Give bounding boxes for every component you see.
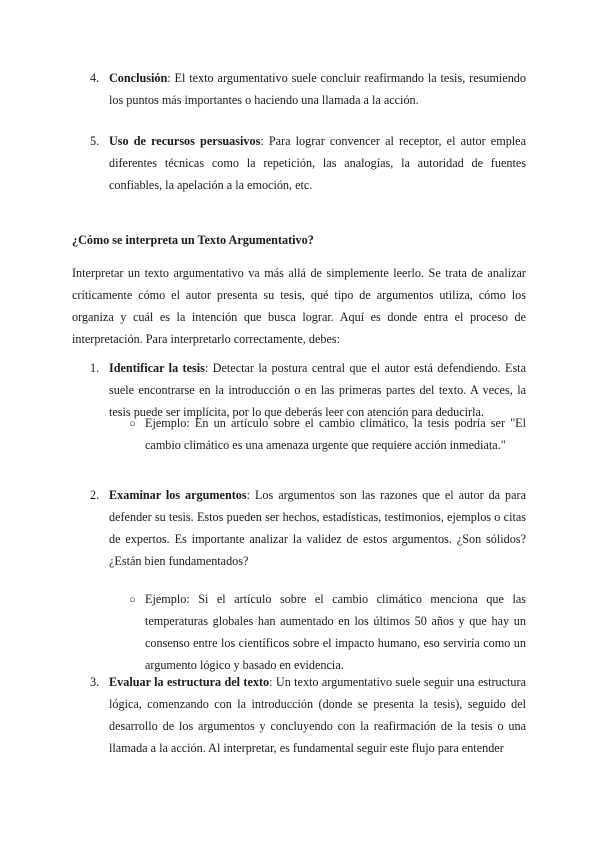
list-item-examine-arguments	[109, 484, 526, 572]
section-heading: ¿Cómo se interpreta un Texto Argumentativo?	[72, 233, 314, 247]
bullet-circle-icon: ○	[129, 418, 136, 430]
list-item-text: : Los argumentos son las razones que el autor da para defender su tesis. Estos pueden ser hechos, estadísticas, testimonios, ejemplos o citas de expertos. Es importante analizar la validez de estos argumentos. ¿Son sólidos? ¿Están bien fundamentados?	[109, 488, 526, 568]
list-item-term: Identificar la tesis	[109, 361, 205, 375]
list-number: 1.	[90, 361, 100, 375]
list-item-text: : El texto argumentativo suele concluir reafirmando la tesis, resumiendo los puntos más importantes o haciendo una llamada a la acción.	[109, 71, 526, 107]
example-arguments: Ejemplo: Si el artículo sobre el cambio climático menciona que las temperaturas globales han aumentado en los últimos 50 años y que hay un consenso entre los científicos sobre el impacto humano, eso serviría como un argumento lógico y basado en evidencia.	[145, 592, 526, 672]
list-item-persuasive-resources	[109, 130, 526, 196]
list-number: 4.	[90, 71, 100, 85]
list-number: 3.	[90, 675, 100, 689]
list-number: 2.	[90, 488, 100, 502]
list-item-evaluate-structure	[109, 671, 526, 759]
list-item-text: : Para lograr convencer al receptor, el autor emplea diferentes técnicas como la repetición, las analogías, la autoridad de fuentes confiables, la apelación a la emoción, etc.	[109, 134, 526, 192]
list-item-text: : Detectar la postura central que el autor está defendiendo. Esta suele encontrarse en la introducción o en las primeras partes del texto. A veces, la tesis puede ser implícita, por lo que deberás leer con atención para deducirla.	[109, 361, 526, 419]
list-number: 5.	[90, 134, 100, 148]
list-item-term: Examinar los argumentos	[109, 488, 247, 502]
list-item-text: : Un texto argumentativo suele seguir una estructura lógica, comenzando con la introducción (donde se presenta la tesis), seguido del desarrollo de los argumentos y concluyendo con la reafirmación de la tesis o una llamada a la acción. Al interpretar, es fundamental seguir este flujo para entender	[109, 675, 526, 755]
intro-paragraph: Interpretar un texto argumentativo va más allá de simplemente leerlo. Se trata de analizar críticamente cómo el autor presenta su tesis, qué tipo de argumentos utiliza, cómo los organiza y cuál es la intención que busca lograr. Aquí es donde entra el proceso de interpretación. Para interpretarlo correctamente, debes:	[72, 266, 526, 346]
example-thesis: Ejemplo: En un artículo sobre el cambio climático, la tesis podría ser "El cambio climático es una amenaza urgente que requiere acción inmediata."	[145, 416, 526, 452]
list-item-conclusion	[109, 67, 526, 111]
list-item-term: Evaluar la estructura del texto	[109, 675, 270, 689]
list-item-term: Uso de recursos persuasivos	[109, 134, 261, 148]
bullet-circle-icon: ○	[129, 594, 136, 606]
list-item-term: Conclusión	[109, 71, 168, 85]
